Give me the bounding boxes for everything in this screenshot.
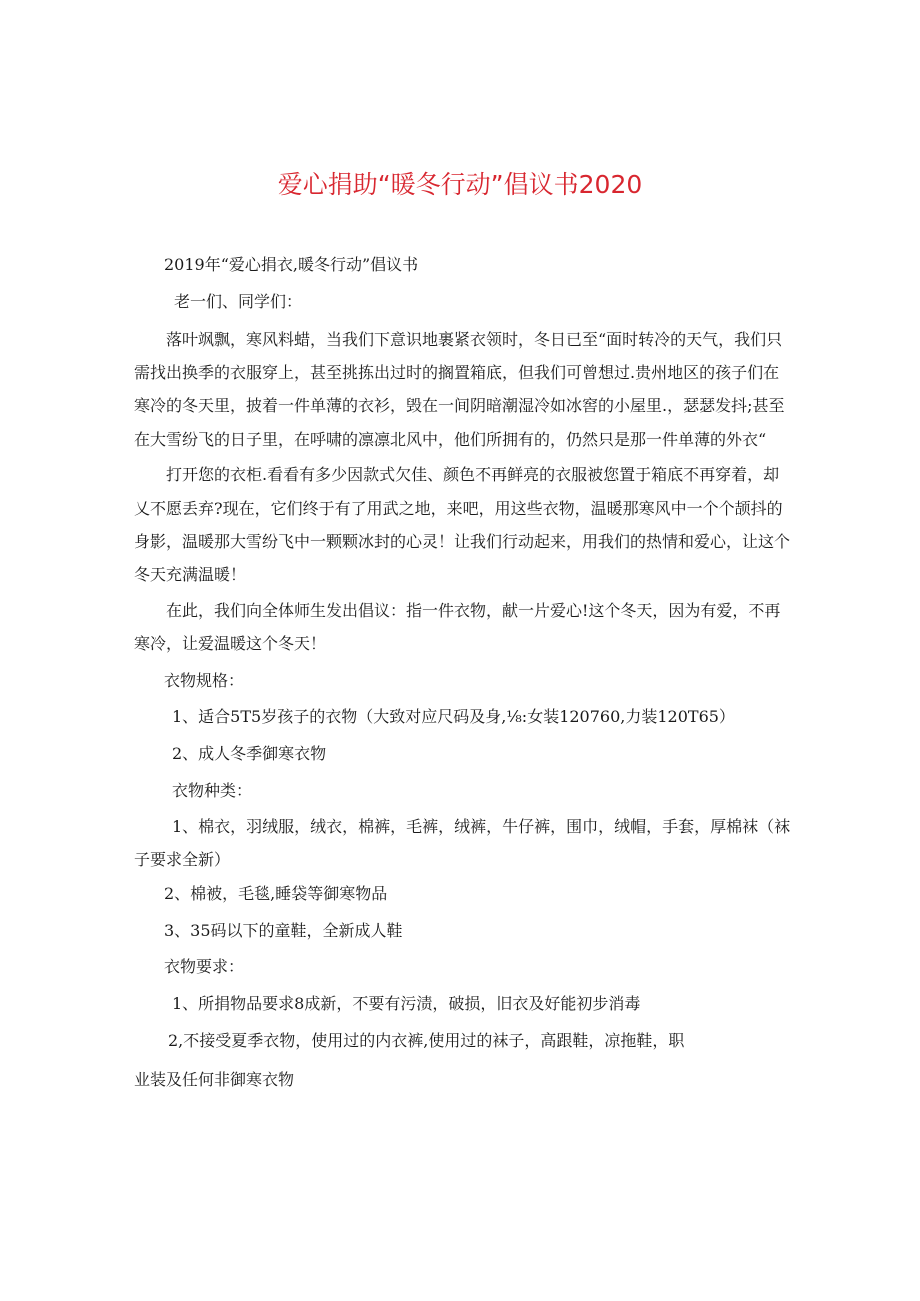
type-item-1: 1、棉衣，羽绒服，绒衣，棉裤，毛裤，绒裤，牛仔裤，围巾，绒帽，手套，厚棉袜（袜子要求全新） — [134, 816, 791, 869]
heading-2019: 2019年“爱心捐衣,暖冬行动”倡议书 — [164, 255, 419, 274]
requirement-item-2-continued: 业装及任何非御寒衣物 — [134, 1069, 295, 1089]
document-body — [134, 247, 794, 1099]
paragraph-3: 在此，我们向全体师生发出倡议：指一件衣物，献一片爱心!这个冬天，因为有爱，不再寒冷，让爱温暖这个冬天！ — [134, 600, 781, 654]
requirement-item-2: 2,不接受夏季衣物，使用过的内衣裤,使用过的袜子，高跟鞋，凉拖鞋，职 — [168, 1031, 685, 1051]
paragraph-2: 打开您的衣柜.看看有多少因款式欠佳、颜色不再鲜亮的衣服被您置于箱底不再穿着，却乂不愿丢弃?现在，它们终于有了用武之地，来吧，用这些衣物，温暖那寒风中一个个颉抖的身影，温暖那大雪纷飞中一颗颗冰封的心灵！让我们行动起来，用我们的热情和爱心，让这个冬天充满温暖！ — [134, 465, 791, 585]
spec-item-1: 1、适合5T5岁孩子的衣物（大致对应尺码及身,⅛:女装120760,力装120T65） — [172, 707, 735, 727]
greeting: 老一们、同学们： — [174, 291, 303, 311]
requirement-heading: 衣物要求： — [164, 957, 245, 977]
type-heading: 衣物种类： — [172, 781, 253, 801]
type-item-2: 2、棉被，毛毯,睡袋等御寒物品 — [164, 883, 388, 903]
requirement-item-1: 1、所捐物品要求8成新，不要有污渍，破损，旧衣及好能初步消毒 — [172, 994, 641, 1014]
paragraph-1: 落叶飒飘，寒风料蜡，当我们下意识地裹紧衣领时，冬日已至“面时转冷的天气，我们只需找出换季的衣服穿上，甚至挑拣出过时的搁置箱底，但我们可曾想过.贵州地区的孩子们在寒冷的冬天里，披着一件单薄的衣衫，毁在一间阴暗潮湿冷如冰窖的小屋里.，瑟瑟发抖;甚至在大雪纷飞的日子里，在呼啸的凛凛北风中，他们所拥有的，仍然只是那一件单薄的外衣“ — [134, 329, 785, 449]
type-item-3: 3、35码以下的童鞋，全新成人鞋 — [164, 920, 403, 940]
document-title: 爱心捐助“暖冬行动”倡议书2020 — [277, 170, 643, 199]
spec-heading: 衣物规格： — [164, 670, 245, 690]
spec-item-2: 2、成人冬季御寒衣物 — [172, 744, 327, 764]
